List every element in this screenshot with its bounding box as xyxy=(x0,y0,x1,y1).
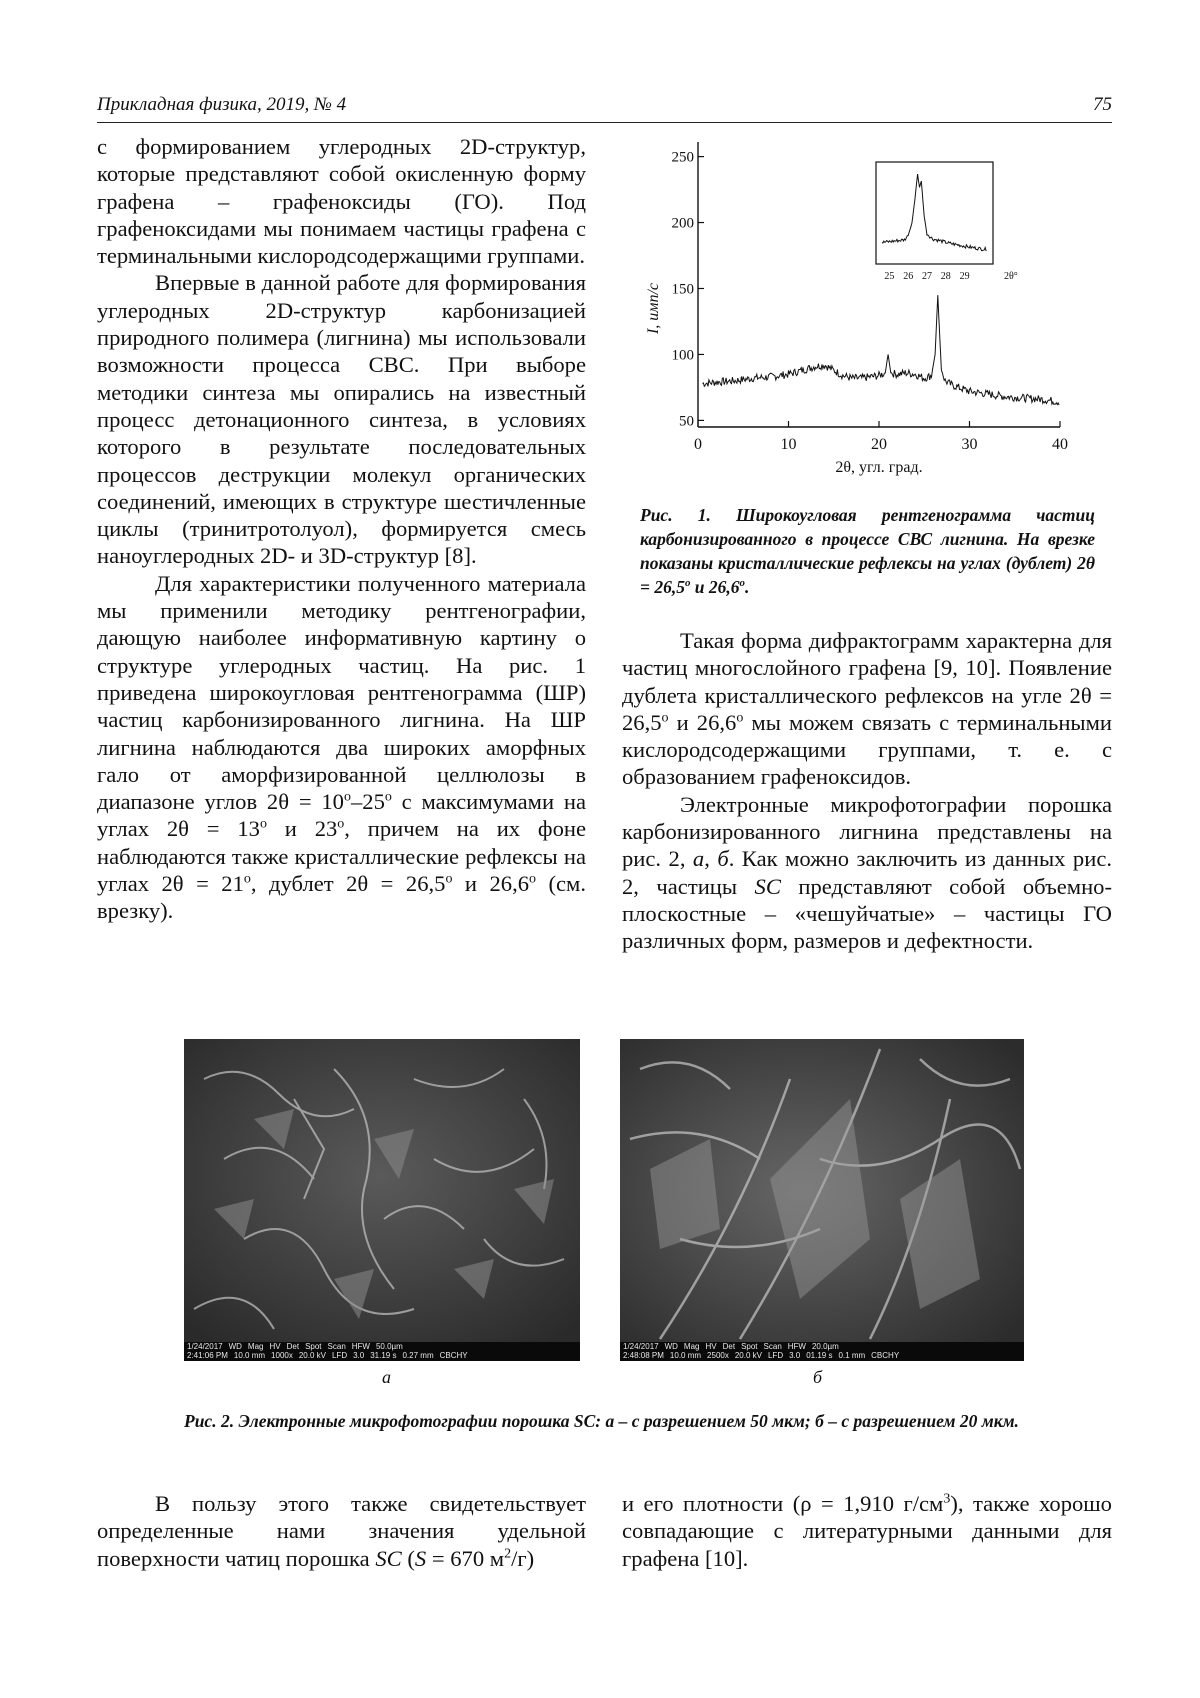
figure-2-caption: Рис. 2. Электронные микрофотографии порошка SC: а – с разрешением 50 мкм; б – с разрешением 20 мкм. xyxy=(184,1411,1019,1431)
y-tick-label: 200 xyxy=(671,215,694,232)
bottom-right-text: и его плотности (ρ = 1,910 $г/см^3$), также хорошо совпадающие с литературными данными для графена [10]. xyxy=(622,1491,1112,1571)
sem-info-field: HV xyxy=(269,1342,281,1351)
sem-label-a: а xyxy=(382,1367,391,1387)
sem-info-field: 3.0 xyxy=(789,1351,801,1360)
sem-info-field: 31.19 s xyxy=(370,1351,397,1360)
sem-info-field: 1/24/2017 xyxy=(187,1342,223,1351)
sem-info-field: 20.0 kV xyxy=(298,1351,326,1360)
sem-info-field: 0.27 mm xyxy=(402,1351,434,1360)
sem-info-field: Spot xyxy=(741,1342,758,1351)
sem-info-field: 3.0 xyxy=(353,1351,365,1360)
sem-info-field: CBCHY xyxy=(439,1351,468,1360)
sem-info-field: 2:41:06 PM xyxy=(187,1351,228,1360)
sem-texture-b xyxy=(620,1039,1024,1342)
sem-info-field: 2500x xyxy=(707,1351,729,1360)
sem-info-field: WD xyxy=(664,1342,678,1351)
x-tick-label: 40 xyxy=(1052,436,1068,453)
inset-x-tick-label: 29 xyxy=(959,271,970,282)
sem-b-row-2 xyxy=(620,1351,1024,1360)
sem-info-field: Mag xyxy=(683,1342,700,1351)
sem-info-field: Spot xyxy=(305,1342,322,1351)
sem-a-row-1 xyxy=(184,1342,580,1351)
page-number: 75 xyxy=(1093,94,1112,115)
sem-info-field: CBCHY xyxy=(871,1351,900,1360)
figure-1-caption: Рис. 1. Широкоугловая рентгенограмма частиц карбонизированного в процессе СВС лигнина. На врезке показаны кристаллические рефлексы на углах (дублет) $2\theta = 26,5^o$ и 26,6$^o$. xyxy=(640,505,1095,597)
y-tick-label: 100 xyxy=(671,347,694,364)
right-paragraph-2: Электронные микрофотографии порошка карбонизированного лигнина представлены на рис. 2, а, б. Как можно заключить из данных рис. 2, частицы SC представляют собой объемно-плоскостные – «чешуйчатые» – частицы ГО различных форм, размеров и дефектности. xyxy=(622,791,1113,954)
sem-info-field: 20.0 kV xyxy=(734,1351,762,1360)
y-axis-label: I, имп/с xyxy=(645,282,662,335)
sem-info-field: HV xyxy=(705,1342,717,1351)
sem-a-row-2 xyxy=(184,1351,580,1360)
inset-x-tick-label: 28 xyxy=(940,271,951,282)
x-tick-label: 30 xyxy=(961,436,978,453)
xrd-curve xyxy=(703,295,1060,405)
sem-info-field: WD xyxy=(228,1342,242,1351)
sem-info-field: 1000x xyxy=(271,1351,293,1360)
sem-image-b xyxy=(620,1039,1024,1361)
sem-info-bar-b xyxy=(620,1342,1024,1361)
sem-info-field: LFD xyxy=(331,1351,348,1360)
xrd-chart xyxy=(618,130,1108,500)
right-paragraph-1: Такая форма дифрактограмм характерна для частиц многослойного графена [9, 10]. Появление дублета кристаллического рефлексов на угле $2\theta = 26,5^o$ и 26,6$^o$ мы можем связать с терминальными кислородсодержащими группами, т. е. с образованием графеноксидов. xyxy=(622,628,1112,790)
sem-b-row-1 xyxy=(620,1342,1024,1351)
sem-info-field: 2:48:08 PM xyxy=(623,1351,664,1360)
x-tick-label: 10 xyxy=(780,436,797,453)
left-paragraph-3: Для характеристики полученного материала мы применили методику рентгенографии, дающую наиболее информативную картину о структуре углеродных частиц. На рис. 1 приведена широкоугловая рентгенограмма (ШР) частиц карбонизированного лигнина. На ШР лигнина наблюдаются два широких аморфных гало от аморфизированной целлюлозы в диапазоне углов $2\theta = 10^o-25^o$ с максимумами на углах $2\theta = 13^o$ и 23$^o$, причем на их фоне наблюдаются также кристаллические рефлексы на углах $2\theta = 21^o$, дублет $2\theta = 26,5^o$ и 26,6$^o$ (см. врезку). xyxy=(97,570,586,924)
sem-info-bar-a xyxy=(184,1342,580,1361)
sem-info-field: 50.0µm xyxy=(375,1342,403,1351)
inset-x-tick-label: 27 xyxy=(921,271,932,282)
y-tick-label: 250 xyxy=(671,149,694,166)
bottom-left-text: В пользу этого также свидетельствует определенные нами значения удельной поверхности чатиц порошка SC (S = 670 $м^2/г$) xyxy=(97,1491,586,1571)
sem-info-field: Mag xyxy=(247,1342,264,1351)
right-column xyxy=(622,627,1112,955)
sem-info-field: HFW xyxy=(351,1342,370,1351)
journal-title: Прикладная физика, 2019, № 4 xyxy=(97,94,347,115)
sem-texture-a xyxy=(184,1039,580,1342)
running-header xyxy=(97,92,1112,123)
x-tick-label: 0 xyxy=(694,436,702,453)
left-paragraph-1: с формированием углеродных 2D-структур, которые представляют собой окисленную форму графена – графеноксиды (ГО). Под графеноксидами мы понимаем частицы графена с терминальными кислородсодержащими группами. xyxy=(97,134,586,269)
x-tick-label: 20 xyxy=(871,436,887,453)
sem-info-field: 0.1 mm xyxy=(838,1351,866,1360)
inset-x-tick-label: 25 xyxy=(884,271,895,282)
sem-info-field: 10.0 mm xyxy=(669,1351,702,1360)
sem-info-field: 20.0µm xyxy=(811,1342,839,1351)
sem-image-a xyxy=(184,1039,580,1361)
left-column xyxy=(97,133,586,925)
sem-info-field: Det xyxy=(722,1342,736,1351)
sem-info-field: 01.19 s xyxy=(806,1351,833,1360)
y-tick-label: 50 xyxy=(679,413,694,430)
inset-x-tick-label: 26 xyxy=(903,271,914,282)
sem-info-field: 10.0 mm xyxy=(233,1351,266,1360)
sem-info-field: HFW xyxy=(787,1342,806,1351)
sem-info-field: 1/24/2017 xyxy=(623,1342,659,1351)
sem-info-field: Det xyxy=(286,1342,300,1351)
sem-info-field: Scan xyxy=(763,1342,782,1351)
y-tick-label: 150 xyxy=(671,281,694,298)
sem-info-field: Scan xyxy=(327,1342,346,1351)
inset-unit-label: 2θ° xyxy=(1004,271,1018,282)
left-paragraph-2: Впервые в данной работе для формирования углеродных 2D-структур карбонизацией природного полимера (лигнина) мы использовали возможности процесса СВС. При выборе методики синтеза мы опирались на известный процесс детонационного синтеза, в условиях которого в результате последовательных процессов деструкции молекул органических соединений, имеющих в структуре шестичленные циклы (тринитротолуол), формируется смесь наноуглеродных 2D- и 3D-структур [8]. xyxy=(97,270,586,569)
sem-label-b: б xyxy=(813,1367,823,1387)
x-axis-label: 2θ, угл. град. xyxy=(835,459,923,476)
sem-info-field: LFD xyxy=(767,1351,784,1360)
